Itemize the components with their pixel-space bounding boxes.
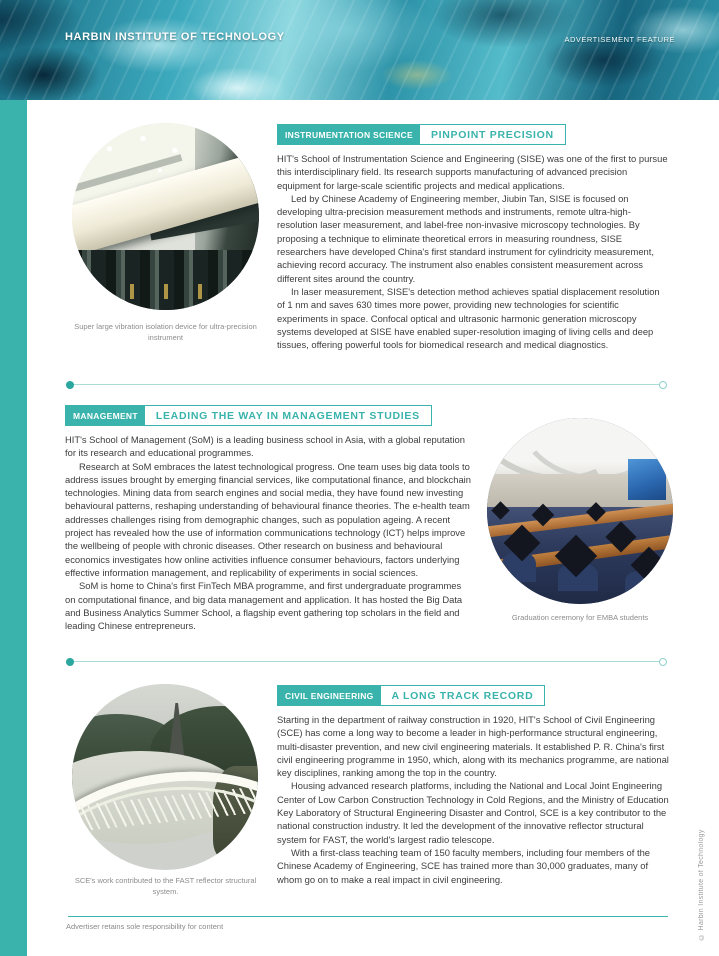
section1-paragraph: Led by Chinese Academy of Engineering member, Jiubin Tan, SISE is focused on developing ultra-precision measurement methods and instruments, remote ultra-high-resolution laser measurement, and label-free non-invasive microscopy technologies. By proposing a technique to eliminate theoretical errors in measuring roundness, SISE researchers have developed China's first standard instrument for cylindricity measurement, achieving record accuracy. The instrument also enables consistent measurement across different sites around the country. [277,192,654,284]
section2-paragraph: Research at SoM embraces the latest technological progress. One team uses big data tools to address issues brought by emerging financial services, like computational finance, and blockchain technologies. Mining data from search engines and social media, they have found new investing behavioural patterns, reshaping understanding of behavioural finance theories. The e-health team addresses challenges rising from demographic changes, such as population ageing. A recent project has revealed how the use of information communications technology (ICT) helps improve the wellbeing of people with chronic diseases. Other research on business and behavioural economics investigates how online activities influence consumer behaviours, factors underlying effective information management, and replicability of experiments in social sciences. [65,460,471,578]
divider-hollow-dot-icon [659,658,667,666]
photo1-cylinder-marks [72,284,259,299]
graduation-ceremony-photo [487,418,673,604]
left-accent-bar [0,100,27,956]
footer-disclaimer: Advertiser retains sole responsibility for content [66,922,224,931]
section3-kicker: CIVIL ENGINEERING [278,686,381,705]
section1-paragraph: HIT's School of Instrumentation Science and Engineering (SISE) was one of the first to pursue this interdisciplinary field. Its research supports manufacturing of advanced precision equipment for large-scale scientific projects and medical applications. [277,153,668,191]
section3-title: A LONG TRACK RECORD [391,689,534,702]
section-divider [68,384,665,385]
section1-title: PINPOINT PRECISION [430,128,554,141]
photo1-caption: Super large vibration isolation device for ultra-precision instrument [74,322,257,342]
brand-title: HARBIN INSTITUTE OF TECHNOLOGY [65,31,285,43]
photo3-caption: SCE's work contributed to the FAST reflector structural system. [74,876,257,896]
footer-rule [68,916,668,917]
divider-filled-dot-icon [66,658,74,666]
divider-hollow-dot-icon [659,381,667,389]
fast-telescope-photo [72,684,258,870]
section3-paragraph: Starting in the department of railway construction in 1920, HIT's School of Civil Engineering (SCE) has come a long way to become a leader in high-performance structural engineering, multi-disaster prevention, and new civil engineering materials. It established P. R. China's first civil engineering programme in 1950, which, along with its mechanics programme, are national key disciplines, ranking among the top in the country. [277,714,669,779]
photo-copyright: © Harbin Institute of Technology [698,829,705,940]
section2-paragraph: SoM is home to China's first FinTech MBA programme, and first undergraduate programmes on computational finance, and big data management and application. It has hosted the Big Data and Business Analytics Summer School, a flagship event gathering top scholars in the field and leading Chinese entrepreneurs. [65,580,463,632]
section1-body [277,152,668,351]
section-divider [68,661,665,662]
section3-paragraph: Housing advanced research platforms, including the National and Local Joint Engineering Center of Low Carbon Construction Technology in Cold Regions, and the Ministry of Education Key Laboratory of Structural Engineering Disaster and Control, SCE is a key contributor to the national construction industry. It led the development of the innovative reflector structural system for FAST, the world's largest radio telescope. [277,780,669,845]
vibration-isolation-device-photo [72,123,259,310]
section2-kicker: MANAGEMENT [66,406,145,425]
section3-badge [277,685,545,706]
section3-body [277,713,669,886]
section2-badge [65,405,432,426]
section1-kicker: INSTRUMENTATION SCIENCE [278,125,420,144]
advertisement-feature-label: ADVERTISEMENT FEATURE [564,35,675,44]
section2-title: LEADING THE WAY IN MANAGEMENT STUDIES [155,409,420,422]
masthead-banner [0,0,719,100]
divider-filled-dot-icon [66,381,74,389]
photo2-banner [628,459,665,500]
section3-paragraph: With a first-class teaching team of 150 faculty members, including four members of the Chinese Academy of Engineering, SCE has trained more than 30,000 graduates, many of whom go on to make a real impact in civil engineering. [277,846,651,885]
section1-badge [277,124,566,145]
section1-paragraph: In laser measurement, SISE's detection method achieves spatial displacement resolution of 1 nm and saves 630 times more power, providing new technologies for scientific experiments in space. Confocal optical and ultrasonic harmonic generation microscopy systems developed at SISE have enabled super-resolution imaging of living cells and deep tissues, offering powerful tools for biomedical research and medical diagnostics. [277,285,660,351]
section2-paragraph: HIT's School of Management (SoM) is a leading business school in Asia, with a global reputation for its research and educational programmes. [65,434,465,459]
photo1-support-cylinders [72,250,259,310]
section2-body [65,433,473,632]
photo2-caption: Graduation ceremony for EMBA students [511,613,649,622]
